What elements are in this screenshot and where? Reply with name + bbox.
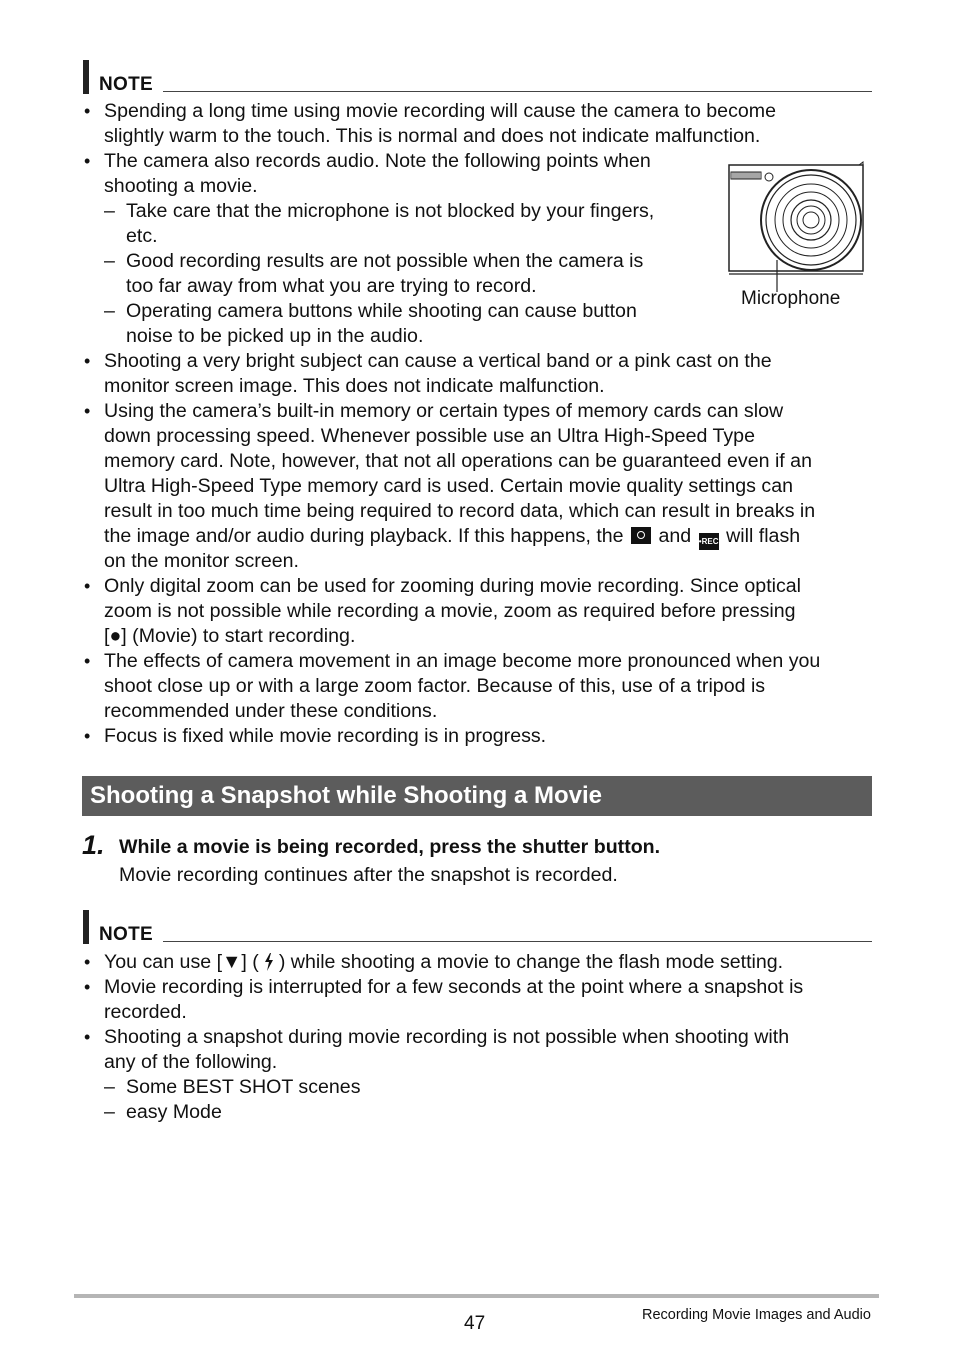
sub-item-line: Take care that the microphone is not blocked by your fingers, [126,200,655,222]
sub-item-line: Operating camera buttons while shooting can cause button [126,300,637,322]
bullet-marker: • [84,952,91,972]
bullet-marker: • [84,151,91,171]
camera-microphone-illustration [725,160,867,305]
bullet-marker: • [84,101,91,121]
note-text-line: Shooting a snapshot during movie recording is not possible when shooting with [104,1026,790,1048]
note-header [83,910,872,944]
note-text-line: Spending a long time using movie recording will cause the camera to become [104,100,776,122]
page-number: 47 [464,1313,486,1334]
dash-marker: – [104,250,115,272]
note-label: NOTE [99,74,153,95]
sub-item-line: too far away from what you are trying to record. [126,275,537,297]
footer-rule [74,1294,879,1298]
movie-camera-icon [631,527,651,544]
note-header [83,60,872,94]
note-text-line: on the monitor screen. [104,550,299,572]
note-text-line: slightly warm to the touch. This is normal and does not indicate malfunction. [104,125,761,147]
note-text-line: recommended under these conditions. [104,700,438,722]
note-text-line: Shooting a very bright subject can cause a vertical band or a pink cast on the [104,350,772,372]
flash-line-part1: You can use [▼] ( [104,951,259,973]
icons-line-part3: will flash [726,525,801,547]
note-text-line: Using the camera’s built-in memory or certain types of memory cards can slow [104,400,784,422]
note-text-line: Ultra High-Speed Type memory card is used. Certain movie quality settings can [104,475,793,497]
illustration-caption: Microphone [741,288,841,309]
sub-item-line: etc. [126,225,158,247]
note-text-line: result in too much time being required to record data, which can result in breaks in [104,500,816,522]
sub-item-line: Some BEST SHOT scenes [126,1076,361,1098]
note-text-line: memory card. Note, however, that not all operations can be guaranteed even if an [104,450,812,472]
note-text-line: recorded. [104,1001,187,1023]
note-text-line: monitor screen image. This does not indicate malfunction. [104,375,605,397]
note-text-line: [●] (Movie) to start recording. [104,625,356,647]
lens-icon [761,170,861,270]
note-text-line [104,950,783,975]
bullet-marker: • [84,401,91,421]
bullet-marker: • [84,726,91,746]
note-text-line: The camera also records audio. Note the following points when [104,150,651,172]
icons-line-part2: and [658,525,692,547]
note-text-line [104,524,800,550]
note-text-line: shoot close up or with a large zoom factor. Because of this, use of a tripod is [104,675,766,697]
bullet-marker: • [84,576,91,596]
bullet-marker: • [84,1027,91,1047]
footer-title: Recording Movie Images and Audio [642,1307,871,1323]
sub-item-line: Good recording results are not possible when the camera is [126,250,644,272]
step-description: Movie recording continues after the snapshot is recorded. [119,864,618,886]
bullet-marker: • [84,351,91,371]
note-rule [163,941,872,942]
note-marker [83,910,89,944]
dash-marker: – [104,1101,115,1123]
flash-line-part2: ) while shooting a movie to change the flash mode setting. [278,951,784,973]
step-number: 1. [82,830,105,860]
speaker-grille-icon [731,172,761,179]
bullet-marker: • [84,977,91,997]
dash-marker: – [104,200,115,222]
sub-item-line: noise to be picked up in the audio. [126,325,424,347]
sub-item-line: easy Mode [126,1101,222,1123]
note-text-line: shooting a movie. [104,175,258,197]
dash-marker: – [104,300,115,322]
note-text-line: zoom is not possible while recording a movie, zoom as required before pressing [104,600,796,622]
note-text-line: Focus is fixed while movie recording is in progress. [104,725,547,747]
icons-line-part1: the image and/or audio during playback. If this happens, the [104,525,624,547]
note-text-line: any of the following. [104,1051,278,1073]
note-marker [83,60,89,94]
note-text-line: down processing speed. Whenever possible use an Ultra High-Speed Type [104,425,755,447]
note-text-line: Only digital zoom can be used for zooming during movie recording. Since optical [104,575,802,597]
rec-icon: •REC [699,533,719,550]
note-rule [163,91,872,92]
bullet-marker: • [84,651,91,671]
step-instruction: While a movie is being recorded, press the shutter button. [119,836,661,858]
note-text-line: The effects of camera movement in an image become more pronounced when you [104,650,821,672]
note-text-line: Movie recording is interrupted for a few seconds at the point where a snapshot is [104,976,804,998]
note-label: NOTE [99,924,153,945]
section-heading: Shooting a Snapshot while Shooting a Movie [82,776,872,816]
flash-icon [262,952,276,972]
dash-marker: – [104,1076,115,1098]
